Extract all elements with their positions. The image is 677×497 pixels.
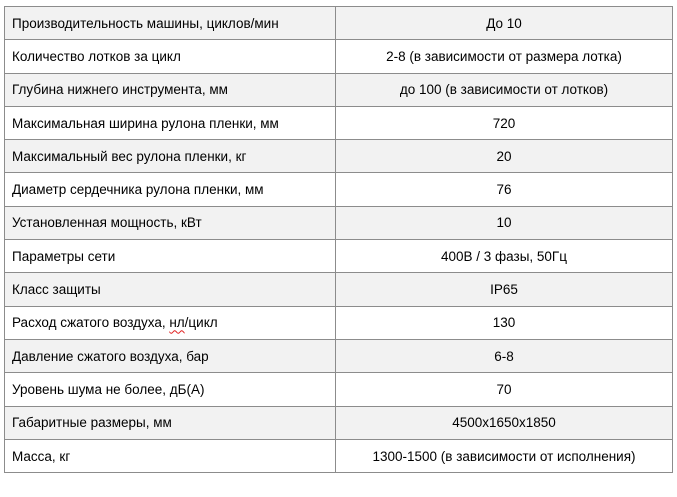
table-row (5, 206, 673, 239)
param-cell: Уровень шума не более, дБ(А) (5, 373, 336, 406)
value-cell: 130 (336, 306, 673, 339)
value-cell: 70 (336, 373, 673, 406)
param-cell: Установленная мощность, кВт (5, 206, 336, 239)
value-cell: 20 (336, 140, 673, 173)
table-row (5, 7, 673, 40)
value-cell: 76 (336, 173, 673, 206)
spec-table (4, 6, 673, 473)
value-cell: 10 (336, 206, 673, 239)
table-row (5, 406, 673, 439)
spellcheck-word: нл (169, 315, 185, 331)
table-row (5, 306, 673, 339)
value-cell: 720 (336, 106, 673, 139)
value-cell: 1300-1500 (в зависимости от исполнения) (336, 439, 673, 472)
param-cell: Масса, кг (5, 439, 336, 472)
table-row (5, 173, 673, 206)
table-row (5, 373, 673, 406)
param-cell: Максимальный вес рулона пленки, кг (5, 140, 336, 173)
param-text-prefix: Расход сжатого воздуха, (12, 315, 170, 331)
param-cell: Количество лотков за цикл (5, 40, 336, 73)
table-row (5, 240, 673, 273)
table-row (5, 140, 673, 173)
value-cell: 6-8 (336, 339, 673, 372)
param-cell: Производительность машины, циклов/мин (5, 7, 336, 40)
param-cell: Диаметр сердечника рулона пленки, мм (5, 173, 336, 206)
param-cell: Давление сжатого воздуха, бар (5, 339, 336, 372)
param-cell: Максимальная ширина рулона пленки, мм (5, 106, 336, 139)
value-cell: IP65 (336, 273, 673, 306)
value-cell: До 10 (336, 7, 673, 40)
param-cell: Параметры сети (5, 240, 336, 273)
param-cell (5, 306, 336, 339)
param-cell: Глубина нижнего инструмента, мм (5, 73, 336, 106)
table-row (5, 73, 673, 106)
table-row (5, 106, 673, 139)
table-row (5, 439, 673, 472)
param-cell: Габаритные размеры, мм (5, 406, 336, 439)
value-cell: 400В / 3 фазы, 50Гц (336, 240, 673, 273)
table-row (5, 339, 673, 372)
table-row (5, 40, 673, 73)
param-cell: Класс защиты (5, 273, 336, 306)
value-cell: 2-8 (в зависимости от размера лотка) (336, 40, 673, 73)
param-text-suffix: /цикл (184, 315, 218, 331)
value-cell: до 100 (в зависимости от лотков) (336, 73, 673, 106)
value-cell: 4500x1650x1850 (336, 406, 673, 439)
table-row (5, 273, 673, 306)
